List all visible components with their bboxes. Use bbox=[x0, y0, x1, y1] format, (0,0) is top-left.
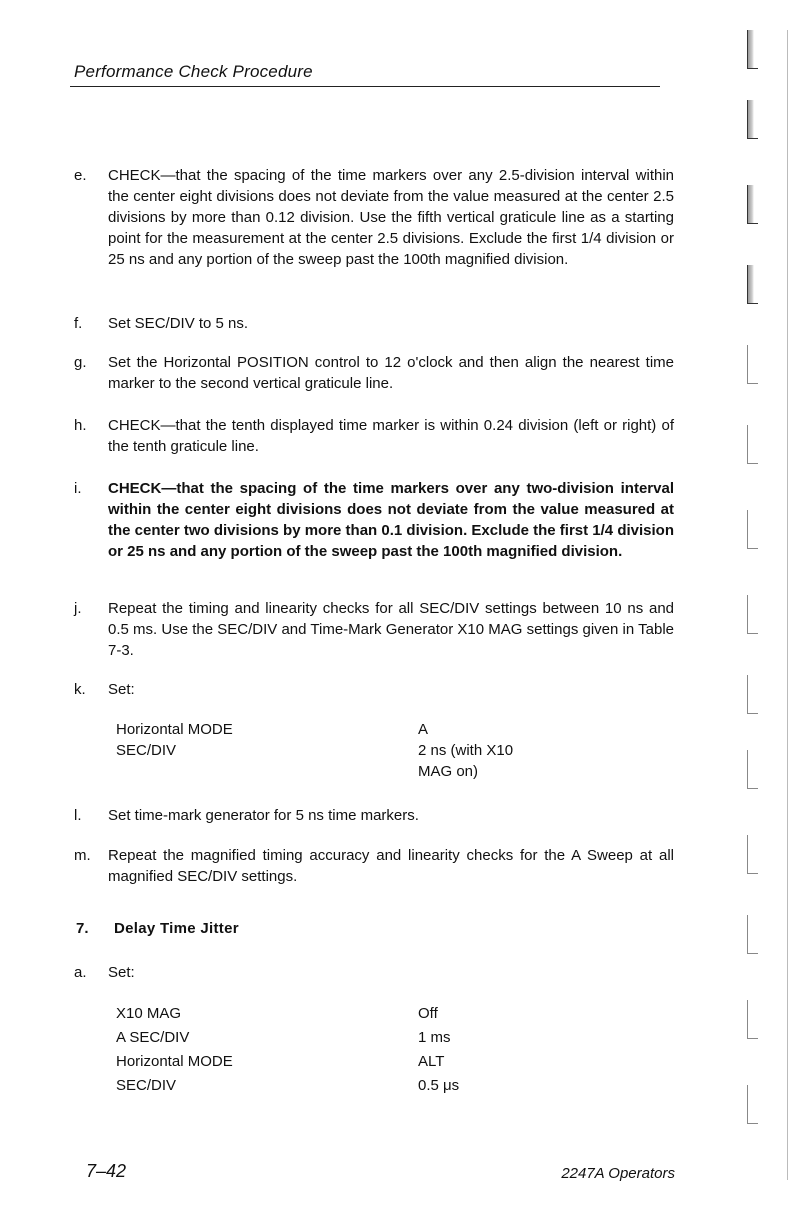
step-letter: k. bbox=[74, 681, 86, 698]
index-tab bbox=[747, 185, 758, 224]
step-letter: e. bbox=[74, 167, 87, 184]
index-tab bbox=[747, 750, 758, 789]
step-a bbox=[74, 962, 674, 983]
header-rule bbox=[70, 86, 660, 87]
footer-document-title: 2247A Operators bbox=[561, 1165, 675, 1182]
index-tab bbox=[747, 345, 758, 384]
index-tab bbox=[747, 595, 758, 634]
step-text: Repeat the timing and linearity checks for all SEC/DIV settings between 10 ns and 0.5 ms. Use the SEC/DIV and Time-Mark Generator X10 MAG settings given in Table 7-3. bbox=[108, 600, 674, 659]
setting-label: A SEC/DIV bbox=[116, 1029, 190, 1046]
step-text: Set: bbox=[108, 681, 135, 698]
step-m bbox=[74, 845, 674, 887]
index-tab bbox=[747, 675, 758, 714]
index-tab bbox=[747, 100, 758, 139]
setting-value: 0.5 μs bbox=[418, 1077, 460, 1094]
setting-label: SEC/DIV bbox=[116, 1077, 177, 1094]
step-text: Set the Horizontal POSITION control to 12 o'clock and then align the nearest time marker to the second vertical graticule line. bbox=[108, 354, 674, 392]
step-h bbox=[74, 415, 674, 457]
step-text: Set SEC/DIV to 5 ns. bbox=[108, 315, 249, 332]
step-letter: l. bbox=[74, 807, 82, 824]
setting-label: Horizontal MODE bbox=[116, 721, 233, 738]
index-tab bbox=[747, 510, 758, 549]
page-header-title: Performance Check Procedure bbox=[74, 62, 313, 81]
setting-label: Horizontal MODE bbox=[116, 1053, 233, 1070]
setting-label: SEC/DIV bbox=[116, 742, 177, 759]
footer-page-number: 7–42 bbox=[86, 1161, 127, 1181]
step-letter: f. bbox=[74, 315, 83, 332]
index-tab bbox=[747, 30, 758, 69]
setting-value: ALT bbox=[418, 1053, 445, 1070]
step-j bbox=[74, 598, 674, 661]
index-tab bbox=[747, 265, 758, 304]
step-letter: g. bbox=[74, 354, 87, 371]
step-text: CHECK—that the spacing of the time markers over any two-division interval within the center eight divisions does not deviate from the value measured at the center two divisions by more than 0.1 division. Exclude the first 1/4 division or 25 ns and any portion of the sweep past the 100th magnified division. bbox=[108, 480, 674, 560]
setting-value: 2 ns (with X10 MAG on) bbox=[418, 742, 514, 780]
step-g bbox=[74, 352, 674, 394]
index-tab bbox=[747, 915, 758, 954]
step-letter: h. bbox=[74, 417, 87, 434]
step-text: Set time-mark generator for 5 ns time markers. bbox=[108, 807, 419, 824]
setting-label: X10 MAG bbox=[116, 1005, 182, 1022]
step-letter: j. bbox=[74, 600, 82, 617]
setting-value: Off bbox=[418, 1005, 438, 1022]
index-tab bbox=[747, 425, 758, 464]
index-tab bbox=[747, 835, 758, 874]
step-text: CHECK—that the spacing of the time markers over any 2.5-division interval within the center eight divisions does not deviate from the value measured at the center 2.5 divisions by more than 0.12 division. Use the fifth vertical graticule line as a starting point for the measurement at the center 2.5 divisions. Exclude the first 1/4 division or 25 ns and any portion of the sweep past the 100th magnified division. bbox=[108, 167, 674, 268]
setting-value: A bbox=[418, 721, 429, 738]
edge-index-tabs bbox=[745, 0, 795, 1224]
index-tab bbox=[747, 1085, 758, 1124]
step-k bbox=[74, 679, 674, 700]
step-e bbox=[74, 165, 674, 270]
index-tab bbox=[747, 1000, 758, 1039]
step-f bbox=[74, 313, 674, 334]
step-text: Set: bbox=[108, 964, 135, 981]
step-letter: a. bbox=[74, 964, 87, 981]
step-letter: m. bbox=[74, 847, 91, 864]
section-title: Delay Time Jitter bbox=[114, 920, 239, 937]
step-text: CHECK—that the tenth displayed time marker is within 0.24 division (left or right) of the tenth graticule line. bbox=[108, 417, 674, 455]
step-i bbox=[74, 478, 674, 562]
step-letter: i. bbox=[74, 480, 82, 497]
edge-line bbox=[787, 30, 788, 1180]
step-l bbox=[74, 805, 674, 826]
step-text: Repeat the magnified timing accuracy and linearity checks for the A Sweep at all magnified SEC/DIV settings. bbox=[108, 847, 674, 885]
setting-value: 1 ms bbox=[418, 1029, 451, 1046]
section-number: 7. bbox=[76, 920, 89, 937]
